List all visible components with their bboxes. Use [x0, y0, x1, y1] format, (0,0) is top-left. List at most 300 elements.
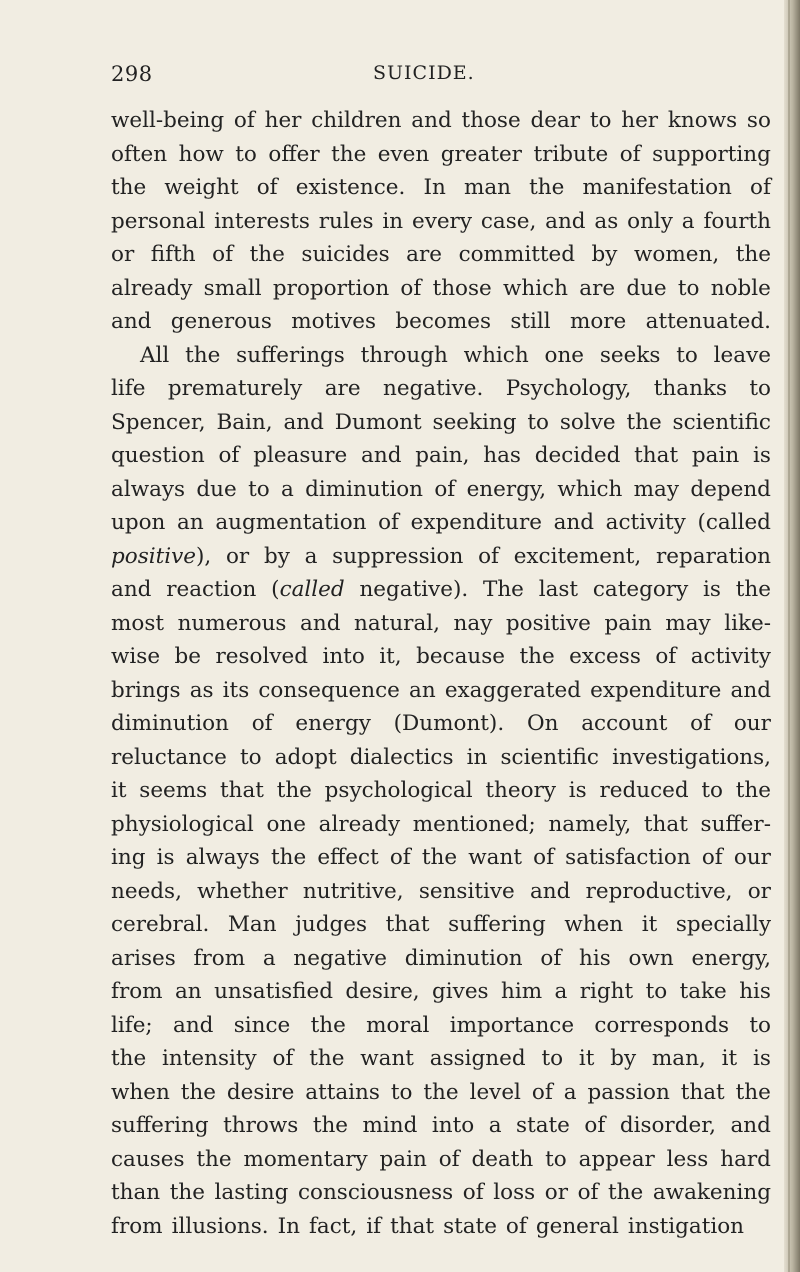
word: Bain,	[216, 409, 273, 435]
word: desire,	[345, 979, 420, 1004]
word: life;	[111, 1012, 153, 1038]
word: so	[746, 108, 771, 133]
word: negative	[293, 945, 387, 971]
word: namely,	[548, 811, 632, 837]
word: a	[681, 208, 695, 234]
word: want	[360, 1046, 414, 1071]
word: needs,	[111, 878, 182, 904]
word: of	[478, 543, 499, 569]
word: committed	[458, 242, 575, 267]
word: than	[111, 1180, 161, 1205]
word: women,	[634, 242, 720, 267]
word: most	[111, 610, 165, 636]
page-number: 298	[111, 62, 153, 86]
word: life	[111, 376, 146, 401]
word: like-	[724, 610, 771, 636]
word: whether	[197, 878, 288, 904]
word: nutritive,	[302, 878, 404, 904]
word: from	[111, 979, 163, 1004]
word: a	[488, 1113, 502, 1138]
text-line	[111, 1143, 771, 1177]
text-line	[111, 1009, 771, 1043]
word: reaction	[166, 577, 257, 602]
word: the	[169, 1180, 205, 1205]
text-line	[111, 473, 771, 507]
word: case,	[480, 208, 537, 234]
word: of	[531, 1079, 553, 1105]
body-text	[111, 104, 771, 1243]
word: scientific	[672, 409, 771, 435]
word: reparation	[656, 543, 771, 569]
word: as	[189, 677, 214, 703]
word: thanks	[653, 376, 727, 401]
word: an	[409, 677, 436, 703]
word: numerous	[177, 610, 287, 636]
word: and	[730, 677, 771, 703]
word: Man	[227, 912, 277, 937]
word: of	[750, 175, 771, 200]
word: of	[619, 141, 641, 167]
word: an	[174, 979, 202, 1004]
word: effect	[317, 845, 379, 870]
word: and	[529, 878, 571, 904]
word: to	[749, 1012, 771, 1038]
word: or	[225, 543, 250, 569]
word: pleasure	[253, 443, 348, 468]
word: passion	[587, 1079, 670, 1105]
word: reduced	[599, 778, 689, 803]
word: to	[248, 476, 270, 502]
word: rules	[318, 208, 374, 234]
word: consciousness	[297, 1180, 454, 1205]
word: fact,	[308, 1213, 358, 1239]
word: The	[483, 577, 524, 602]
word: state	[443, 1213, 497, 1239]
word: that	[385, 912, 430, 937]
word: even	[377, 141, 430, 167]
word: already	[111, 275, 193, 301]
word: supporting	[652, 141, 771, 167]
word: has	[483, 443, 521, 468]
word: the	[309, 1046, 345, 1071]
text-line	[111, 1076, 771, 1110]
word: All	[140, 342, 170, 368]
word: a	[280, 476, 294, 502]
word: physiological	[111, 811, 254, 837]
word: activity	[690, 644, 771, 669]
word: (Dumont).	[393, 711, 505, 736]
word: pain	[691, 443, 740, 468]
word: take	[679, 979, 727, 1004]
word: upon	[111, 510, 166, 535]
word: her	[264, 108, 302, 133]
word: his	[579, 945, 611, 971]
text-line	[111, 406, 771, 440]
text-line	[111, 841, 771, 875]
word: are	[406, 242, 442, 267]
text-line	[111, 205, 771, 239]
word: to	[527, 409, 549, 435]
word: those	[432, 275, 492, 301]
word: to	[235, 141, 257, 167]
word: of	[655, 644, 677, 669]
word: may	[665, 610, 711, 636]
word: knows	[667, 108, 738, 133]
word: loss	[493, 1180, 536, 1205]
word: the	[276, 778, 312, 803]
word: is	[753, 443, 771, 468]
word: interests	[214, 208, 310, 234]
word: of	[233, 108, 255, 133]
text-line	[111, 1176, 771, 1210]
word: appear	[578, 1146, 655, 1172]
word: intensity	[162, 1046, 257, 1071]
word: seems	[139, 778, 208, 803]
word: to	[701, 778, 723, 803]
word: her	[621, 108, 659, 133]
word: prematurely	[167, 376, 303, 401]
word: into	[322, 644, 365, 669]
word: it	[641, 912, 658, 937]
word: the	[529, 175, 565, 200]
text-line	[111, 741, 771, 775]
word: question	[111, 443, 205, 468]
word: well-being	[111, 108, 225, 133]
word: diminution	[404, 945, 523, 971]
text-line	[111, 305, 771, 339]
word: when	[564, 912, 624, 937]
word: of	[218, 443, 240, 468]
text-line	[111, 808, 771, 842]
word: suffering	[111, 1113, 209, 1138]
word: tribute	[533, 141, 609, 167]
word: always	[111, 476, 186, 502]
word: and	[411, 108, 452, 133]
text-line	[111, 908, 771, 942]
word: it	[111, 778, 127, 803]
word: sensitive	[418, 878, 515, 904]
text-line	[111, 707, 771, 741]
word: of	[462, 1180, 484, 1205]
word: augmentation	[215, 510, 367, 535]
word: the	[249, 242, 285, 267]
word: that	[219, 778, 264, 803]
word: importance	[449, 1012, 575, 1038]
word: by	[263, 543, 290, 569]
word: to	[645, 979, 668, 1004]
word: suicides	[301, 242, 390, 267]
word: dialectics	[349, 744, 454, 770]
word: In	[277, 1213, 300, 1239]
text-line	[111, 238, 771, 272]
word: consequence	[258, 677, 400, 703]
word: the	[111, 175, 147, 200]
word: existence.	[295, 175, 406, 200]
word: right	[579, 979, 634, 1004]
text-line	[111, 875, 771, 909]
word: natural,	[354, 610, 440, 636]
word: Spencer,	[111, 409, 206, 435]
word: be	[174, 644, 202, 669]
word: moral	[366, 1012, 430, 1038]
word: reluctance	[111, 744, 227, 770]
word: reproductive,	[585, 878, 733, 904]
word: want	[468, 845, 522, 870]
word: attenuated.	[645, 309, 771, 334]
word: wise	[111, 644, 161, 669]
word: the	[111, 1046, 147, 1071]
word: the	[185, 342, 221, 368]
text-line	[111, 439, 771, 473]
word: investigations,	[612, 744, 771, 770]
text-line	[111, 774, 771, 808]
word: psychological	[324, 778, 473, 803]
word: because	[416, 644, 506, 669]
word: disorder,	[619, 1113, 716, 1138]
word: positive	[505, 610, 591, 636]
word: the	[519, 644, 555, 669]
word: it,	[379, 644, 402, 669]
word: suffer-	[700, 811, 771, 837]
word: weight	[164, 175, 239, 200]
text-line	[111, 1210, 771, 1244]
text-line	[111, 1042, 771, 1076]
word: (called	[697, 510, 771, 535]
word: or	[747, 878, 771, 904]
word: negative.	[382, 376, 484, 401]
word: general	[535, 1213, 619, 1239]
word: of	[505, 1213, 527, 1239]
word: (called	[271, 577, 345, 602]
word: the	[270, 845, 307, 870]
word: which	[463, 342, 529, 368]
word: suffering	[448, 912, 546, 937]
word: becomes	[395, 309, 491, 334]
word: the	[608, 1180, 644, 1205]
word: exaggerated	[444, 677, 581, 703]
word: an	[177, 510, 204, 535]
word: death	[471, 1146, 534, 1172]
word: satisfaction	[565, 845, 691, 870]
word: brings	[111, 677, 181, 703]
word: of	[256, 175, 278, 200]
word: one	[544, 342, 585, 368]
word: a	[304, 543, 318, 569]
word: that	[680, 1079, 725, 1105]
word: the	[421, 845, 458, 870]
page-header	[111, 62, 771, 92]
word: In	[423, 175, 446, 200]
text-line	[111, 138, 771, 172]
word: fifth	[150, 242, 196, 267]
word: of	[540, 945, 562, 971]
text-line	[111, 372, 771, 406]
word: only	[627, 208, 673, 234]
word: our	[733, 711, 771, 736]
word: of	[690, 711, 712, 736]
word: corresponds	[594, 1012, 730, 1038]
word: that	[390, 1213, 435, 1239]
word: is	[703, 577, 721, 602]
word: and	[545, 208, 586, 234]
word: gives	[432, 979, 489, 1004]
word: resolved	[215, 644, 308, 669]
word: through	[360, 342, 448, 368]
word: leave	[713, 342, 771, 368]
word: greater	[440, 141, 522, 167]
word: to	[677, 275, 700, 301]
word: of	[438, 1146, 460, 1172]
word: the	[310, 1012, 346, 1038]
word: one	[266, 811, 306, 837]
word: the	[196, 1146, 232, 1172]
word: state	[516, 1113, 570, 1138]
word: and	[730, 1113, 771, 1138]
word: lasting	[214, 1180, 289, 1205]
text-line	[111, 272, 771, 306]
word: offer	[268, 141, 320, 167]
word: the	[735, 242, 771, 267]
word: or	[544, 1180, 568, 1205]
word: from	[193, 945, 246, 971]
word: unsatisfied	[214, 979, 333, 1004]
word: to	[676, 342, 698, 368]
word: level	[469, 1079, 521, 1105]
word: nay	[453, 610, 493, 636]
word: its	[222, 677, 250, 703]
word: our	[733, 845, 771, 870]
word: it	[721, 1046, 738, 1071]
word: Psychology,	[505, 376, 632, 401]
word: sufferings	[236, 342, 345, 368]
word: that	[634, 443, 679, 468]
word: of	[378, 510, 400, 535]
word: those	[461, 108, 521, 133]
word: activity	[605, 510, 686, 535]
word: every	[411, 208, 472, 234]
word: causes	[111, 1146, 185, 1172]
word: of	[584, 1113, 606, 1138]
word: of	[212, 242, 234, 267]
word: already	[318, 811, 401, 837]
word: desire	[226, 1079, 295, 1105]
word: of	[251, 711, 273, 736]
text-line	[111, 607, 771, 641]
word: him	[500, 979, 543, 1004]
word: seeking	[432, 409, 517, 435]
word: expenditure	[590, 677, 722, 703]
word: dear	[530, 108, 581, 133]
word: On	[526, 711, 559, 736]
word: expenditure	[410, 510, 542, 535]
text-line	[111, 171, 771, 205]
word: personal	[111, 208, 206, 234]
word: to	[589, 108, 612, 133]
word: how	[178, 141, 224, 167]
word: of	[400, 275, 422, 301]
word: diminution	[111, 711, 229, 736]
word: still	[510, 309, 551, 334]
word: often	[111, 141, 168, 167]
word: man	[463, 175, 511, 200]
word: seeks	[599, 342, 661, 368]
word: and	[111, 309, 152, 334]
word: solve	[559, 409, 616, 435]
word: manifestation	[582, 175, 732, 200]
word: hard	[720, 1146, 771, 1172]
word: negative).	[359, 577, 469, 602]
word: it	[578, 1046, 595, 1071]
word: arises	[111, 945, 176, 971]
word: excess	[569, 644, 641, 669]
word: in	[466, 744, 488, 770]
word: which	[557, 476, 623, 502]
word: into	[431, 1113, 475, 1138]
word: which	[503, 275, 569, 301]
text-line	[111, 104, 771, 138]
word: are	[579, 275, 616, 301]
word: man,	[651, 1046, 706, 1071]
word: positive),	[111, 543, 212, 569]
text-line	[111, 506, 771, 540]
word: theory	[485, 778, 557, 803]
word: of	[272, 1046, 294, 1071]
word: more	[569, 309, 627, 334]
word: if	[366, 1213, 382, 1239]
word: the	[735, 1079, 771, 1105]
word: the	[626, 409, 662, 435]
word: that	[643, 811, 688, 837]
word: assigned	[429, 1046, 526, 1071]
word: and	[283, 409, 324, 435]
word: instigation	[627, 1213, 745, 1239]
word: depend	[690, 476, 771, 502]
word: may	[633, 476, 680, 502]
text-line	[111, 674, 771, 708]
word: children	[311, 108, 402, 133]
word: energy,	[691, 945, 771, 971]
word: are	[324, 376, 361, 401]
word: when	[111, 1079, 170, 1105]
word: due	[196, 476, 237, 502]
word: is	[156, 845, 175, 870]
running-title: SUICIDE.	[373, 62, 475, 84]
word: from	[111, 1213, 163, 1239]
page-edge-shadow	[784, 0, 800, 1272]
word: of	[533, 845, 555, 870]
text-line	[111, 975, 771, 1009]
word: own	[628, 945, 674, 971]
word: in	[382, 208, 404, 234]
word: energy	[295, 711, 371, 736]
word: of	[434, 476, 456, 502]
word: by	[610, 1046, 637, 1071]
word: cerebral.	[111, 912, 210, 937]
text-line	[111, 573, 771, 607]
word: the	[312, 1113, 349, 1138]
word: diminution	[305, 476, 424, 502]
word: noble	[710, 275, 771, 301]
word: by	[591, 242, 618, 267]
word: and	[553, 510, 595, 535]
word: mind	[362, 1113, 418, 1138]
word: motives	[291, 309, 377, 334]
word: energy,	[466, 476, 547, 502]
word: the	[423, 1079, 459, 1105]
word: Dumont	[334, 409, 422, 435]
word: scientific	[500, 744, 599, 770]
word: is	[752, 1046, 771, 1071]
